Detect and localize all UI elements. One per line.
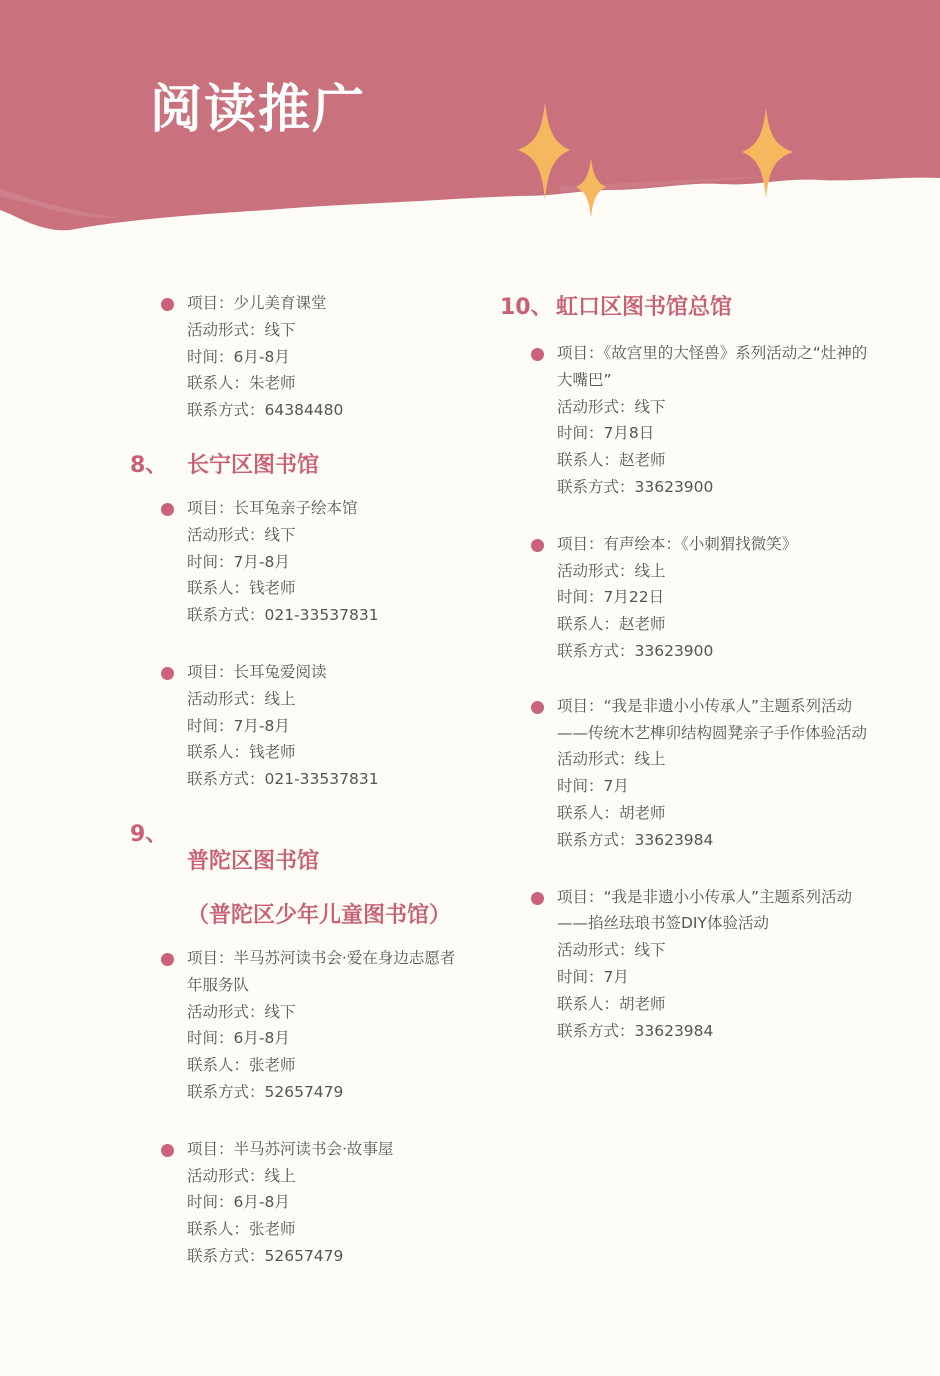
item-format: 活动形式：线上 — [557, 750, 666, 769]
item-time: 时间：7月 — [557, 967, 629, 986]
item-phone: 联系方式：33623984 — [557, 1021, 714, 1040]
bullet-icon — [161, 953, 174, 966]
item-time: 时间：7月22日 — [557, 588, 665, 607]
section-name-main: 普陀区图书馆 — [187, 848, 320, 874]
activity-item — [130, 495, 490, 629]
item-phone: 联系方式：52657479 — [187, 1246, 344, 1265]
item-project: 项目：半马苏河读书会·爱在身边志愿者年服务队 — [187, 948, 456, 994]
activity-item — [130, 945, 490, 1106]
right-column — [500, 290, 900, 1044]
item-phone: 联系方式：33623900 — [557, 641, 714, 660]
item-phone: 联系方式：52657479 — [187, 1082, 344, 1101]
item-contact: 联系人：张老师 — [187, 1056, 296, 1075]
section-heading — [130, 452, 490, 479]
activity-item — [130, 290, 490, 424]
item-format: 活动形式：线上 — [187, 689, 296, 708]
item-contact: 联系人：钱老师 — [187, 743, 296, 762]
bullet-icon — [161, 298, 174, 311]
item-contact: 联系人：张老师 — [187, 1220, 296, 1239]
activity-item — [130, 659, 490, 793]
item-project: 项目：《故宫里的大怪兽》系列活动之“灶神的大嘴巴” — [557, 344, 868, 389]
item-project: 项目：有声绘本：《小刺猬找微笑》 — [557, 534, 798, 553]
item-contact: 联系人：赵老师 — [557, 615, 666, 634]
bullet-icon — [161, 1144, 174, 1157]
item-phone: 联系方式：64384480 — [187, 401, 344, 420]
bullet-icon — [531, 701, 544, 714]
item-time: 时间：6月-8月 — [187, 1029, 290, 1048]
bullet-icon — [161, 503, 174, 516]
item-phone: 联系方式：021-33537831 — [187, 606, 379, 625]
item-time: 时间：7月-8月 — [187, 716, 290, 735]
item-format: 活动形式：线下 — [557, 397, 666, 416]
item-format: 活动形式：线下 — [187, 320, 296, 339]
item-format: 活动形式：线上 — [557, 561, 666, 580]
bullet-icon — [531, 348, 544, 361]
item-format: 活动形式：线下 — [187, 1002, 296, 1021]
activity-item — [500, 531, 900, 665]
item-project: 项目：半马苏河读书会·故事屋 — [187, 1139, 394, 1158]
section-number: 8、 — [130, 452, 168, 478]
item-format: 活动形式：线上 — [187, 1166, 296, 1185]
item-phone: 联系方式：021-33537831 — [187, 770, 379, 789]
bullet-icon — [531, 892, 544, 905]
page-title: 阅读推广 — [150, 80, 367, 140]
section-number: 9、 — [130, 821, 168, 847]
activity-item — [130, 1136, 490, 1270]
item-contact: 联系人：赵老师 — [557, 451, 666, 470]
item-time: 时间：6月-8月 — [187, 347, 290, 366]
item-time: 时间：7月 — [557, 777, 629, 796]
section-name: 长宁区图书馆 — [187, 452, 320, 478]
activity-item — [500, 693, 900, 854]
activity-item — [500, 884, 900, 1045]
section-name-sub: （普陀区少年儿童图书馆） — [187, 902, 452, 928]
section-name — [187, 821, 451, 929]
item-format: 活动形式：线下 — [187, 525, 296, 544]
item-contact: 联系人：胡老师 — [557, 994, 666, 1013]
bullet-icon — [531, 539, 544, 552]
section-heading — [500, 294, 900, 321]
item-project: 项目：长耳兔亲子绘本馆 — [187, 498, 358, 517]
item-contact: 联系人：胡老师 — [557, 803, 666, 822]
item-contact: 联系人：朱老师 — [187, 374, 296, 393]
banner-brush-stroke — [0, 0, 940, 230]
section-number: 10、 — [500, 295, 553, 320]
section-heading — [130, 821, 490, 929]
header-banner — [0, 0, 940, 250]
item-time: 时间：7月-8月 — [187, 552, 290, 571]
item-phone: 联系方式：33623900 — [557, 477, 714, 496]
item-time: 时间：6月-8月 — [187, 1193, 290, 1212]
item-format: 活动形式：线下 — [557, 941, 666, 960]
bullet-icon — [161, 667, 174, 680]
item-time: 时间：7月8日 — [557, 424, 655, 443]
activity-item — [500, 340, 900, 501]
item-project: 项目：“我是非遗小小传承人”主题系列活动——传统木艺榫卯结构圆凳亲子手作体验活动 — [557, 696, 868, 742]
left-column — [130, 290, 490, 1270]
item-project: 项目：长耳兔爱阅读 — [187, 662, 327, 681]
item-project: 项目：少儿美育课堂 — [187, 294, 327, 312]
item-contact: 联系人：钱老师 — [187, 579, 296, 598]
item-project: 项目：“我是非遗小小传承人”主题系列活动——掐丝珐琅书签DIY体验活动 — [557, 887, 853, 933]
item-phone: 联系方式：33623984 — [557, 830, 714, 849]
section-name: 虹口区图书馆总馆 — [556, 295, 733, 320]
